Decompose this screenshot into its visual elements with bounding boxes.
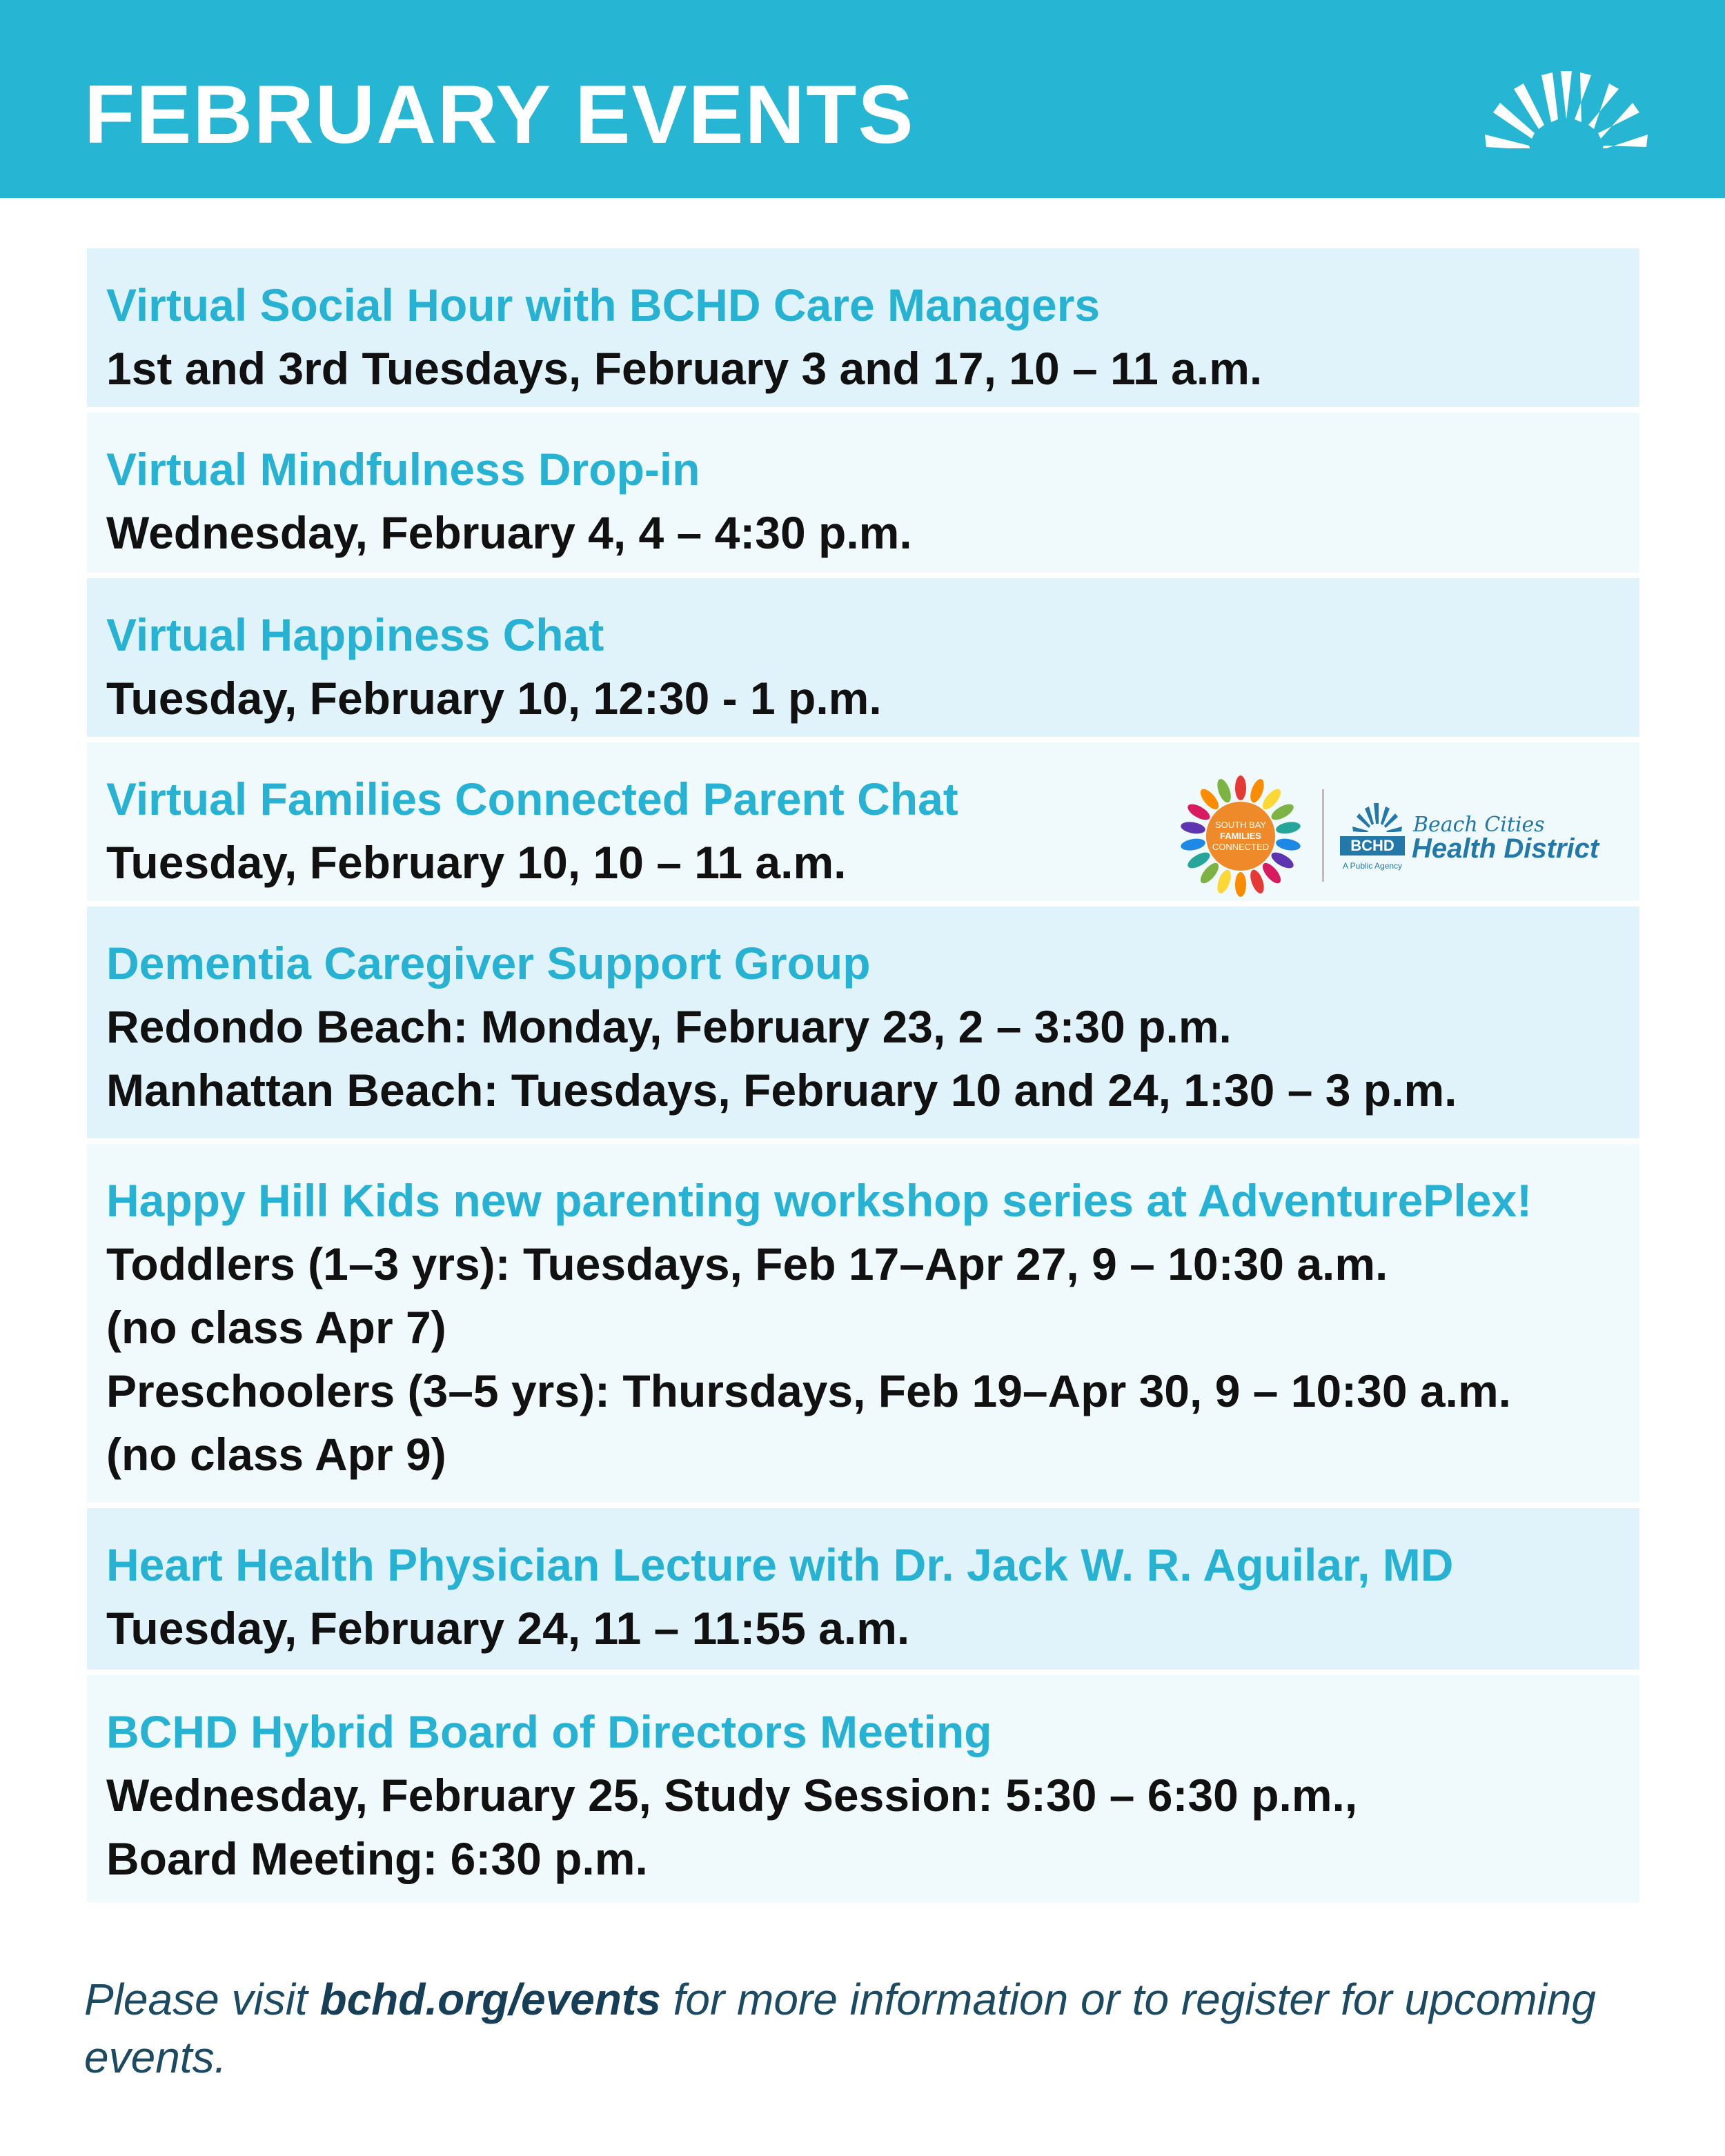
- page-header: [0, 0, 1725, 198]
- event-card: [87, 742, 1639, 901]
- event-detail: Board Meeting: 6:30 p.m.: [106, 1833, 648, 1884]
- event-card: [87, 1144, 1639, 1503]
- event-detail: Tuesday, February 10, 12:30 - 1 p.m.: [106, 673, 882, 724]
- sbfc-line2: FAMILIES: [1220, 831, 1261, 841]
- event-detail: 1st and 3rd Tuesdays, February 3 and 17, 10 – 11 a.m.: [106, 343, 1263, 394]
- event-title: Virtual Mindfulness Drop-in: [106, 444, 700, 495]
- sunburst-icon: [1483, 69, 1649, 148]
- event-detail: Preschoolers (3–5 yrs): Thursdays, Feb 19–Apr 30, 9 – 10:30 a.m.: [106, 1365, 1511, 1416]
- event-detail: Toddlers (1–3 yrs): Tuesdays, Feb 17–Apr 27, 9 – 10:30 a.m.: [106, 1238, 1388, 1289]
- event-card: [87, 578, 1639, 737]
- event-detail: (no class Apr 9): [106, 1429, 446, 1480]
- footer-prefix: Please visit: [84, 1975, 320, 2024]
- footer-suffix: for more information or to register for upcoming events.: [84, 1975, 1596, 2082]
- event-detail: Wednesday, February 4, 4 – 4:30 p.m.: [106, 507, 912, 558]
- event-detail: (no class Apr 7): [106, 1302, 446, 1353]
- logo-divider: [1322, 789, 1324, 882]
- events-link[interactable]: bchd.org/events: [319, 1975, 661, 2024]
- event-title: Dementia Caregiver Support Group: [106, 938, 871, 989]
- bchd-name-line1: Beach Cities: [1413, 813, 1545, 837]
- event-card: [87, 248, 1639, 407]
- event-detail: Manhattan Beach: Tuesdays, February 10 and 24, 1:30 – 3 p.m.: [106, 1065, 1457, 1116]
- footer-note: [84, 1970, 1644, 2086]
- sbfc-line1: SOUTH BAY: [1214, 820, 1267, 830]
- event-card: [87, 413, 1639, 573]
- event-card: [87, 1675, 1639, 1903]
- event-detail: Redondo Beach: Monday, February 23, 2 – 3:30 p.m.: [106, 1001, 1232, 1052]
- partner-logos: [1179, 770, 1599, 901]
- event-title: Virtual Happiness Chat: [106, 609, 604, 660]
- event-title: Happy Hill Kids new parenting workshop series at AdventurePlex!: [106, 1175, 1532, 1226]
- bchd-name-line2: Health District: [1412, 833, 1599, 864]
- bchd-subtitle: A Public Agency: [1343, 861, 1403, 871]
- page-title: FEBRUARY EVENTS: [84, 68, 915, 161]
- event-detail: Tuesday, February 10, 10 – 11 a.m.: [106, 837, 847, 888]
- event-detail: Tuesday, February 24, 11 – 11:55 a.m.: [106, 1603, 910, 1654]
- sbfc-logo-text: [1210, 805, 1272, 867]
- event-title: BCHD Hybrid Board of Directors Meeting: [106, 1706, 992, 1757]
- bchd-badge: BCHD: [1340, 836, 1405, 856]
- sbfc-line3: CONNECTED: [1212, 842, 1270, 852]
- event-title: Heart Health Physician Lecture with Dr. Jack W. R. Aguilar, MD: [106, 1539, 1454, 1590]
- event-detail: Wednesday, February 25, Study Session: 5:30 – 6:30 p.m.,: [106, 1770, 1358, 1821]
- events-list: [87, 248, 1639, 1908]
- event-title: Virtual Social Hour with BCHD Care Managers: [106, 279, 1101, 330]
- event-card: [87, 1508, 1639, 1670]
- event-card: [87, 907, 1639, 1138]
- event-title: Virtual Families Connected Parent Chat: [106, 773, 958, 824]
- bchd-sunburst-icon: [1351, 802, 1403, 832]
